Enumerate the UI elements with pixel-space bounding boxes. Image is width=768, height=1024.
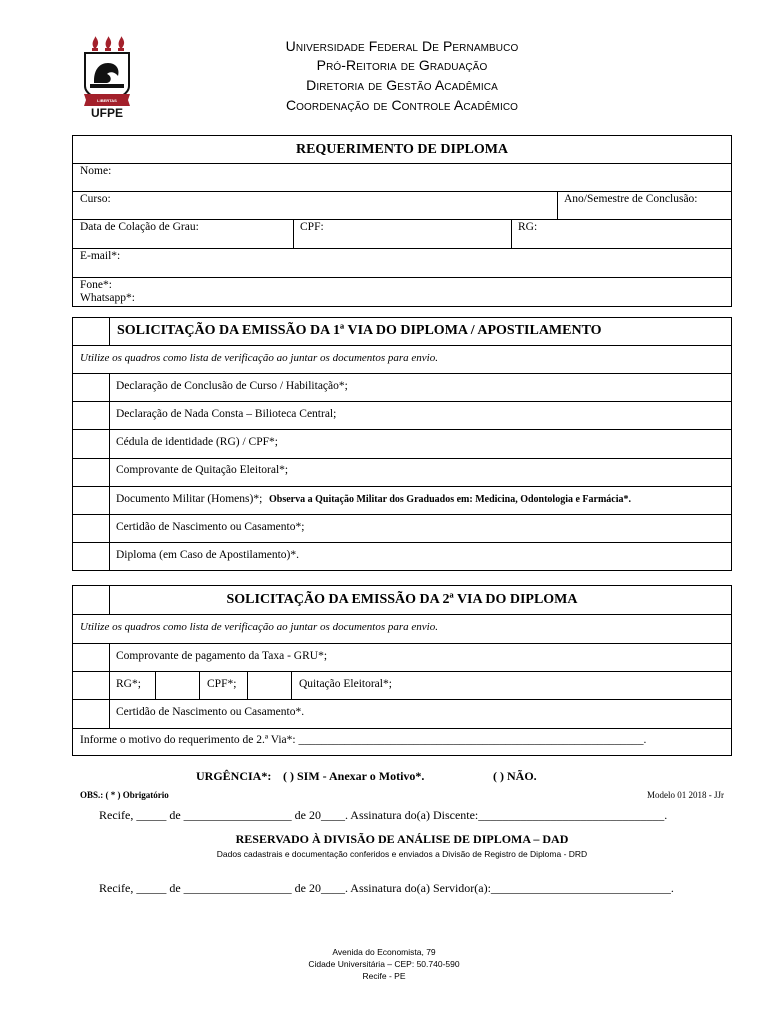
urgency-yes-option[interactable]: ( ) SIM - Anexar o Motivo*.: [283, 769, 425, 783]
checkbox[interactable]: [73, 373, 109, 401]
first-copy-instruction: Utilize os quadros como lista de verificação ao juntar os documentos para envio.: [80, 352, 438, 364]
cpf-field[interactable]: CPF:: [300, 221, 324, 233]
model-code: Modelo 01 2018 - JJr: [647, 790, 724, 800]
data-colacao-field[interactable]: Data de Colação de Grau:: [80, 221, 199, 233]
fone-field[interactable]: Fone*:: [80, 279, 112, 291]
email-field[interactable]: E-mail*:: [80, 250, 121, 262]
form-title: REQUERIMENTO DE DIPLOMA: [295, 142, 509, 157]
request-form: [72, 135, 732, 307]
cpf-check-label: CPF*;: [207, 678, 237, 690]
checklist-item: Certidão de Nascimento ou Casamento*;: [116, 521, 305, 533]
checkbox[interactable]: [73, 514, 109, 542]
ano-semestre-field[interactable]: Ano/Semestre de Conclusão:: [564, 193, 698, 205]
checklist-item: Comprovante de Quitação Eleitoral*;: [116, 464, 289, 476]
coordenacao: Coordenação de Controle Acadêmico: [285, 97, 519, 113]
checkbox[interactable]: [73, 458, 109, 486]
footer-cep: Cidade Universitária – CEP: 50.740-590: [308, 959, 460, 969]
urgency-label: URGÊNCIA*:: [196, 769, 272, 783]
checkbox[interactable]: [73, 429, 109, 458]
university-name: Universidade Federal De Pernambuco: [285, 38, 519, 54]
cpf-checkbox[interactable]: [247, 671, 291, 699]
checklist-item: Comprovante de pagamento da Taxa - GRU*;: [116, 650, 328, 662]
checklist-item: Declaração de Conclusão de Curso / Habilitação*;: [116, 380, 348, 392]
urgency-no-option[interactable]: ( ) NÃO.: [493, 769, 537, 783]
reserved-subtitle: Dados cadastrais e documentação conferidos e enviados a Divisão de Registro de Diploma - DRD: [216, 849, 588, 859]
curso-field[interactable]: Curso:: [80, 193, 111, 205]
second-copy-title: SOLICITAÇÃO DA EMISSÃO DA 2ª VIA DO DIPLOMA: [226, 592, 578, 607]
reserved-title: RESERVADO À DIVISÃO DE ANÁLISE DE DIPLOMA – DAD: [235, 832, 569, 846]
first-copy-section: [72, 317, 732, 571]
second-copy-section: [72, 585, 732, 756]
checklist-item: Declaração de Nada Consta – Bilioteca Central;: [116, 408, 337, 420]
obs-note: OBS.: ( * ) Obrigatório: [80, 790, 169, 800]
rg-checkbox[interactable]: [155, 671, 199, 699]
diretoria: Diretoria de Gestão Acadêmica: [306, 77, 498, 93]
motivo-field[interactable]: Informe o motivo do requerimento de 2.ª Via*: ____________________________________________________________.: [80, 734, 647, 746]
staff-signature-line[interactable]: Recife, _____ de __________________ de 20____. Assinatura do(a) Servidor(a):______________________________.: [99, 881, 674, 895]
checklist-item: Cédula de identidade (RG) / CPF*;: [116, 436, 278, 448]
nome-field[interactable]: Nome:: [80, 165, 112, 177]
checkbox[interactable]: [73, 643, 109, 671]
checkbox[interactable]: [73, 542, 109, 571]
checkbox[interactable]: [73, 486, 109, 514]
checkbox[interactable]: [73, 401, 109, 429]
checkbox[interactable]: [73, 671, 109, 699]
footer-city: Recife - PE: [362, 971, 406, 981]
checklist-item: Documento Militar (Homens)*;: [116, 493, 263, 505]
checklist-item: Certidão de Nascimento ou Casamento*.: [116, 706, 305, 718]
pro-reitoria: Pró-Reitoria de Graduação: [316, 57, 488, 73]
ufpe-logo: [82, 36, 132, 120]
logo-motto: LIBERTAS: [97, 98, 117, 103]
logo-text: UFPE: [90, 106, 123, 120]
student-signature-line[interactable]: Recife, _____ de __________________ de 20____. Assinatura do(a) Discente:_______________________________.: [99, 808, 668, 822]
rg-check-label: RG*;: [116, 678, 141, 690]
rg-field[interactable]: RG:: [518, 221, 538, 233]
checkbox[interactable]: [73, 699, 109, 728]
military-note: Observa a Quitação Militar dos Graduados em: Medicina, Odontologia e Farmácia*.: [269, 494, 632, 505]
second-copy-instruction: Utilize os quadros como lista de verificação ao juntar os documentos para envio.: [80, 621, 438, 633]
checklist-item: Diploma (em Caso de Apostilamento)*.: [116, 549, 300, 561]
quitacao-check-label: Quitação Eleitoral*;: [299, 678, 392, 690]
first-copy-title: SOLICITAÇÃO DA EMISSÃO DA 1ª VIA DO DIPLOMA / APOSTILAMENTO: [117, 323, 602, 338]
footer-address: Avenida do Economista, 79: [332, 947, 436, 957]
whatsapp-field[interactable]: Whatsapp*:: [80, 292, 135, 304]
